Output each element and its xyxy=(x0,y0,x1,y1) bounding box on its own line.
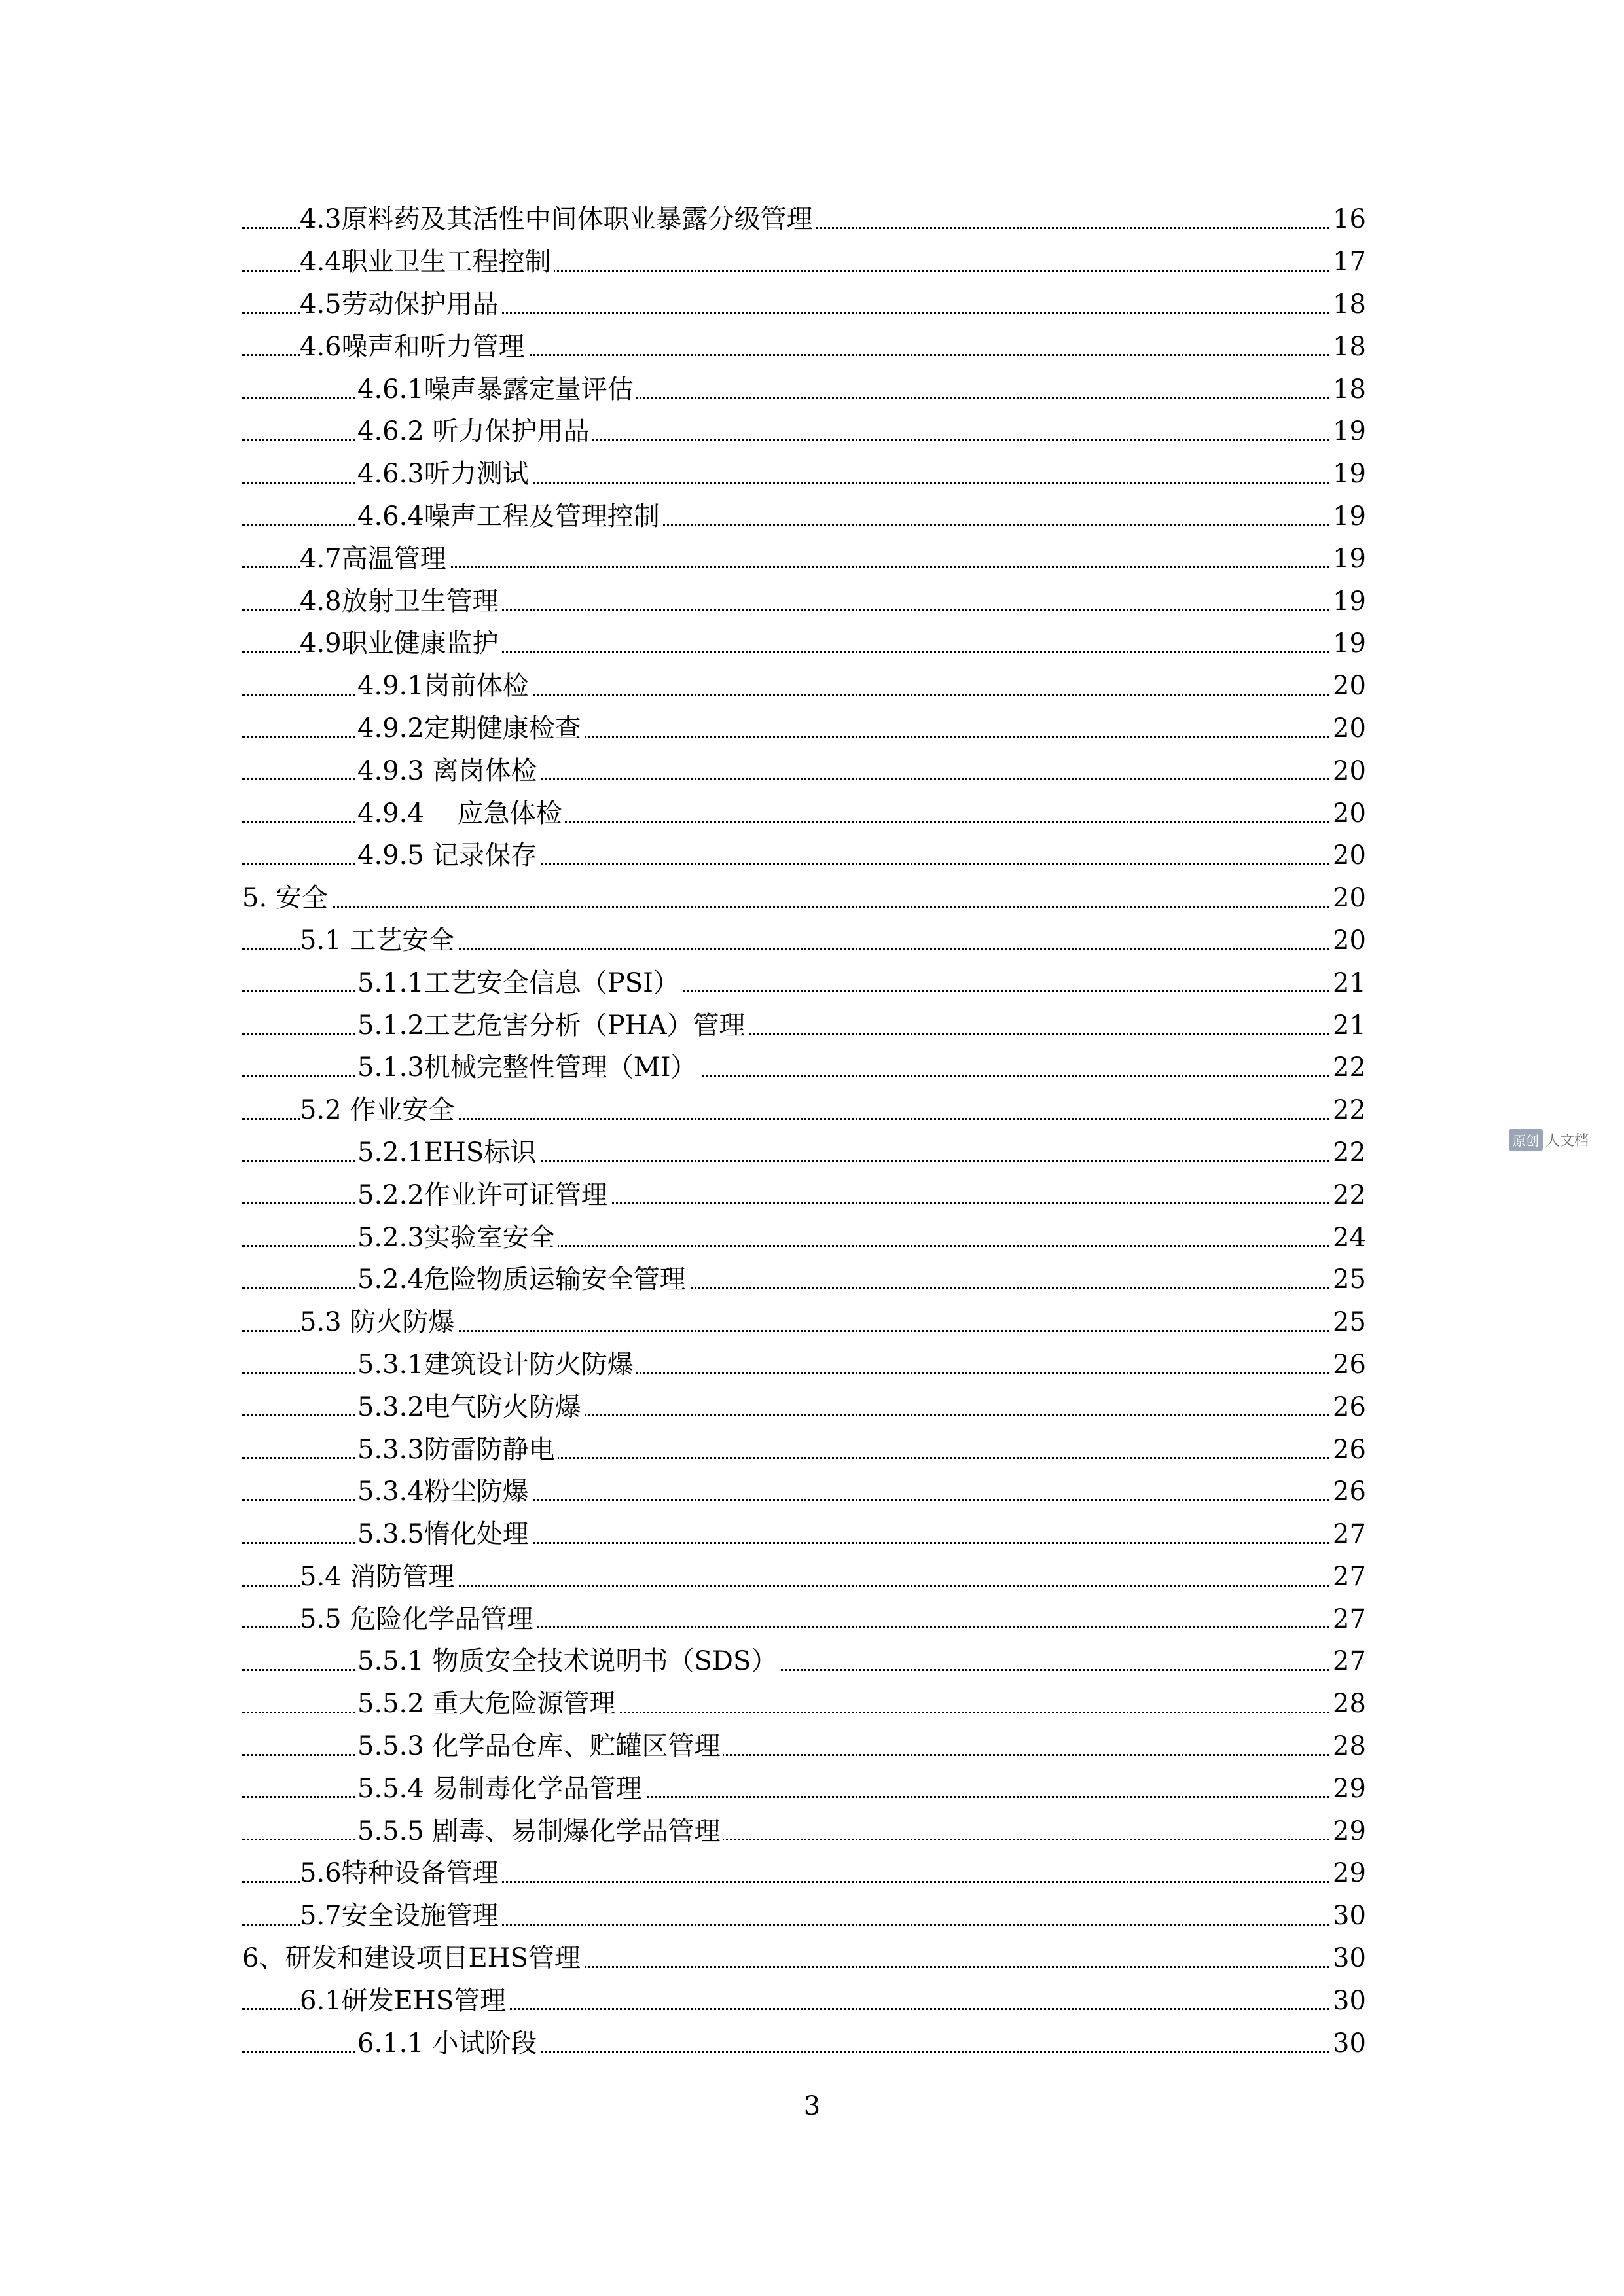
dot-leader xyxy=(242,906,1365,908)
toc-entry-label: 4.3原料药及其活性中间体职业暴露分级管理 xyxy=(300,206,816,232)
toc-entry[interactable] xyxy=(0,1428,1624,1471)
toc-entry[interactable] xyxy=(0,1640,1624,1683)
toc-entry-page: 21 xyxy=(1330,1013,1365,1039)
toc-entry-page: 19 xyxy=(1330,546,1365,572)
toc-entry-label: 4.9.5 记录保存 xyxy=(357,842,540,869)
toc-entry-label: 4.9.4 应急体检 xyxy=(357,800,565,827)
toc-entry-page: 22 xyxy=(1330,1097,1365,1123)
toc-entry-page: 29 xyxy=(1330,1860,1365,1886)
toc-entry-page: 20 xyxy=(1330,927,1365,954)
toc-entry-page: 19 xyxy=(1330,461,1365,487)
toc-entry-page: 20 xyxy=(1330,842,1365,869)
toc-entry-label: 5.5.2 重大危险源管理 xyxy=(357,1691,619,1717)
toc-entry-label: 4.9.3 离岗体检 xyxy=(357,758,540,784)
toc-entry[interactable] xyxy=(0,1895,1624,1937)
toc-entry-page: 27 xyxy=(1330,1564,1365,1590)
toc-entry-label: 6.1研发EHS管理 xyxy=(300,1988,509,2014)
toc-entry-label: 5.1.1工艺安全信息（PSI） xyxy=(357,970,682,996)
toc-entry-label: 5.3.3防雷防静电 xyxy=(357,1437,558,1463)
toc-entry[interactable] xyxy=(0,749,1624,792)
toc-entry-label: 5. 安全 xyxy=(242,885,331,911)
toc-entry-label: 4.9.1岗前体检 xyxy=(357,673,532,699)
toc-entry-label: 4.6噪声和听力管理 xyxy=(300,334,528,360)
toc-entry-page: 22 xyxy=(1330,1139,1365,1166)
toc-entry[interactable] xyxy=(0,792,1624,834)
toc-entry[interactable] xyxy=(0,1513,1624,1556)
toc-entry-page: 16 xyxy=(1330,206,1365,232)
page-number: 3 xyxy=(803,2091,821,2121)
table-of-contents xyxy=(0,198,1624,2064)
toc-entry-label: 5.5.3 化学品仓库、贮罐区管理 xyxy=(357,1733,723,1759)
toc-entry-page: 20 xyxy=(1330,885,1365,911)
toc-entry-label: 4.7高温管理 xyxy=(300,546,449,572)
toc-entry[interactable] xyxy=(0,198,1624,241)
toc-entry-page: 28 xyxy=(1330,1691,1365,1717)
toc-entry[interactable] xyxy=(0,325,1624,368)
toc-entry[interactable] xyxy=(0,1047,1624,1089)
toc-entry-label: 5.5.1 物质安全技术说明书（SDS） xyxy=(357,1648,780,1674)
toc-entry[interactable] xyxy=(0,1598,1624,1640)
toc-entry-page: 28 xyxy=(1330,1733,1365,1759)
toc-entry-label: 5.4 消防管理 xyxy=(300,1564,457,1590)
toc-entry[interactable] xyxy=(0,1174,1624,1216)
toc-entry-label: 5.3 防火防爆 xyxy=(300,1309,457,1335)
toc-entry-label: 6.1.1 小试阶段 xyxy=(357,2030,540,2056)
toc-entry-label: 4.9.2定期健康检查 xyxy=(357,715,584,742)
toc-entry-page: 17 xyxy=(1330,249,1365,275)
toc-entry-page: 29 xyxy=(1330,1776,1365,1802)
toc-entry-label: 5.2.2作业许可证管理 xyxy=(357,1182,610,1208)
toc-entry-page: 30 xyxy=(1330,1903,1365,1929)
toc-entry-label: 5.3.4粉尘防爆 xyxy=(357,1479,532,1505)
toc-entry-page: 25 xyxy=(1330,1309,1365,1335)
toc-entry[interactable] xyxy=(0,580,1624,622)
toc-entry-page: 27 xyxy=(1330,1606,1365,1632)
toc-entry[interactable] xyxy=(0,1471,1624,1513)
toc-entry[interactable] xyxy=(0,1301,1624,1344)
toc-entry-label: 5.1.3机械完整性管理（MI） xyxy=(357,1054,700,1081)
toc-entry[interactable] xyxy=(0,1004,1624,1047)
toc-entry-page: 26 xyxy=(1330,1479,1365,1505)
toc-entry-label: 4.6.4噪声工程及管理控制 xyxy=(357,503,662,529)
toc-entry-label: 5.6特种设备管理 xyxy=(300,1860,501,1886)
toc-entry-page: 22 xyxy=(1330,1054,1365,1081)
toc-entry[interactable] xyxy=(0,665,1624,708)
toc-entry-label: 4.9职业健康监护 xyxy=(300,630,501,656)
toc-entry[interactable] xyxy=(0,1979,1624,2022)
toc-entry-page: 30 xyxy=(1330,1945,1365,1971)
toc-entry[interactable] xyxy=(0,1767,1624,1810)
toc-entry-label: 4.8放射卫生管理 xyxy=(300,588,501,615)
toc-entry[interactable] xyxy=(0,241,1624,283)
toc-entry-page: 19 xyxy=(1330,588,1365,615)
toc-entry-label: 4.4职业卫生工程控制 xyxy=(300,249,554,275)
toc-entry[interactable] xyxy=(0,708,1624,750)
toc-entry[interactable] xyxy=(0,368,1624,410)
toc-entry-label: 4.6.1噪声暴露定量评估 xyxy=(357,376,636,403)
toc-entry-page: 27 xyxy=(1330,1521,1365,1547)
toc-entry[interactable] xyxy=(0,622,1624,665)
toc-entry[interactable] xyxy=(0,961,1624,1004)
toc-entry-page: 19 xyxy=(1330,418,1365,444)
toc-entry[interactable] xyxy=(0,877,1624,920)
toc-entry[interactable] xyxy=(0,410,1624,453)
toc-entry[interactable] xyxy=(0,1259,1624,1301)
toc-entry[interactable] xyxy=(0,1344,1624,1386)
toc-entry-label: 5.3.2电气防火防爆 xyxy=(357,1394,584,1420)
toc-entry-page: 26 xyxy=(1330,1394,1365,1420)
toc-entry-label: 5.2.4危险物质运输安全管理 xyxy=(357,1266,689,1293)
toc-entry-label: 5.2.3实验室安全 xyxy=(357,1225,558,1251)
toc-entry-page: 30 xyxy=(1330,1988,1365,2014)
toc-entry[interactable] xyxy=(0,1089,1624,1132)
toc-entry-label: 5.7安全设施管理 xyxy=(300,1903,501,1929)
toc-entry-label: 5.5 危险化学品管理 xyxy=(300,1606,535,1632)
toc-entry-page: 19 xyxy=(1330,503,1365,529)
toc-entry[interactable] xyxy=(0,537,1624,580)
toc-entry[interactable] xyxy=(0,1556,1624,1598)
toc-entry[interactable] xyxy=(0,495,1624,538)
toc-entry-page: 18 xyxy=(1330,376,1365,403)
toc-entry[interactable] xyxy=(0,283,1624,326)
toc-entry-page: 19 xyxy=(1330,630,1365,656)
toc-entry[interactable] xyxy=(0,920,1624,962)
toc-entry-page: 29 xyxy=(1330,1818,1365,1844)
toc-entry[interactable] xyxy=(0,1386,1624,1428)
toc-entry-page: 20 xyxy=(1330,673,1365,699)
toc-entry-label: 5.3.1建筑设计防火防爆 xyxy=(357,1352,636,1378)
toc-entry-page: 18 xyxy=(1330,291,1365,317)
toc-entry-page: 18 xyxy=(1330,334,1365,360)
toc-entry[interactable] xyxy=(0,1216,1624,1259)
toc-entry[interactable] xyxy=(0,453,1624,495)
toc-entry-label: 4.6.3听力测试 xyxy=(357,461,532,487)
toc-entry-label: 5.1.2工艺危害分析（PHA）管理 xyxy=(357,1013,748,1039)
toc-entry[interactable] xyxy=(0,1725,1624,1768)
toc-entry-label: 5.2 作业安全 xyxy=(300,1097,457,1123)
toc-entry[interactable] xyxy=(0,1810,1624,1852)
toc-entry-page: 26 xyxy=(1330,1437,1365,1463)
toc-entry-label: 5.3.5惰化处理 xyxy=(357,1521,532,1547)
toc-entry-label: 5.2.1EHS标识 xyxy=(357,1139,539,1166)
toc-entry-page: 21 xyxy=(1330,970,1365,996)
toc-entry-page: 25 xyxy=(1330,1266,1365,1293)
toc-entry-page: 20 xyxy=(1330,800,1365,827)
toc-entry-label: 5.1 工艺安全 xyxy=(300,927,457,954)
toc-entry-page: 22 xyxy=(1330,1182,1365,1208)
watermark-badge: 原创 xyxy=(1509,1129,1543,1151)
toc-entry-label: 6、研发和建设项目EHS管理 xyxy=(242,1945,583,1971)
toc-entry-label: 5.5.4 易制毒化学品管理 xyxy=(357,1776,645,1802)
toc-entry-page: 27 xyxy=(1330,1648,1365,1674)
watermark-logo xyxy=(1509,1129,1589,1151)
toc-entry[interactable] xyxy=(0,1683,1624,1725)
watermark-text: 人文档 xyxy=(1545,1133,1589,1149)
toc-entry[interactable] xyxy=(0,834,1624,877)
toc-entry[interactable] xyxy=(0,1132,1624,1174)
toc-entry-page: 24 xyxy=(1330,1225,1365,1251)
toc-entry[interactable] xyxy=(0,2022,1624,2064)
toc-entry[interactable] xyxy=(0,1937,1624,1980)
toc-entry-label: 5.5.5 剧毒、易制爆化学品管理 xyxy=(357,1818,723,1844)
toc-entry-page: 26 xyxy=(1330,1352,1365,1378)
toc-entry-label: 4.6.2 听力保护用品 xyxy=(357,418,592,444)
toc-entry[interactable] xyxy=(0,1852,1624,1895)
toc-entry-page: 20 xyxy=(1330,758,1365,784)
toc-entry-page: 20 xyxy=(1330,715,1365,742)
toc-entry-page: 30 xyxy=(1330,2030,1365,2056)
toc-entry-label: 4.5劳动保护用品 xyxy=(300,291,501,317)
